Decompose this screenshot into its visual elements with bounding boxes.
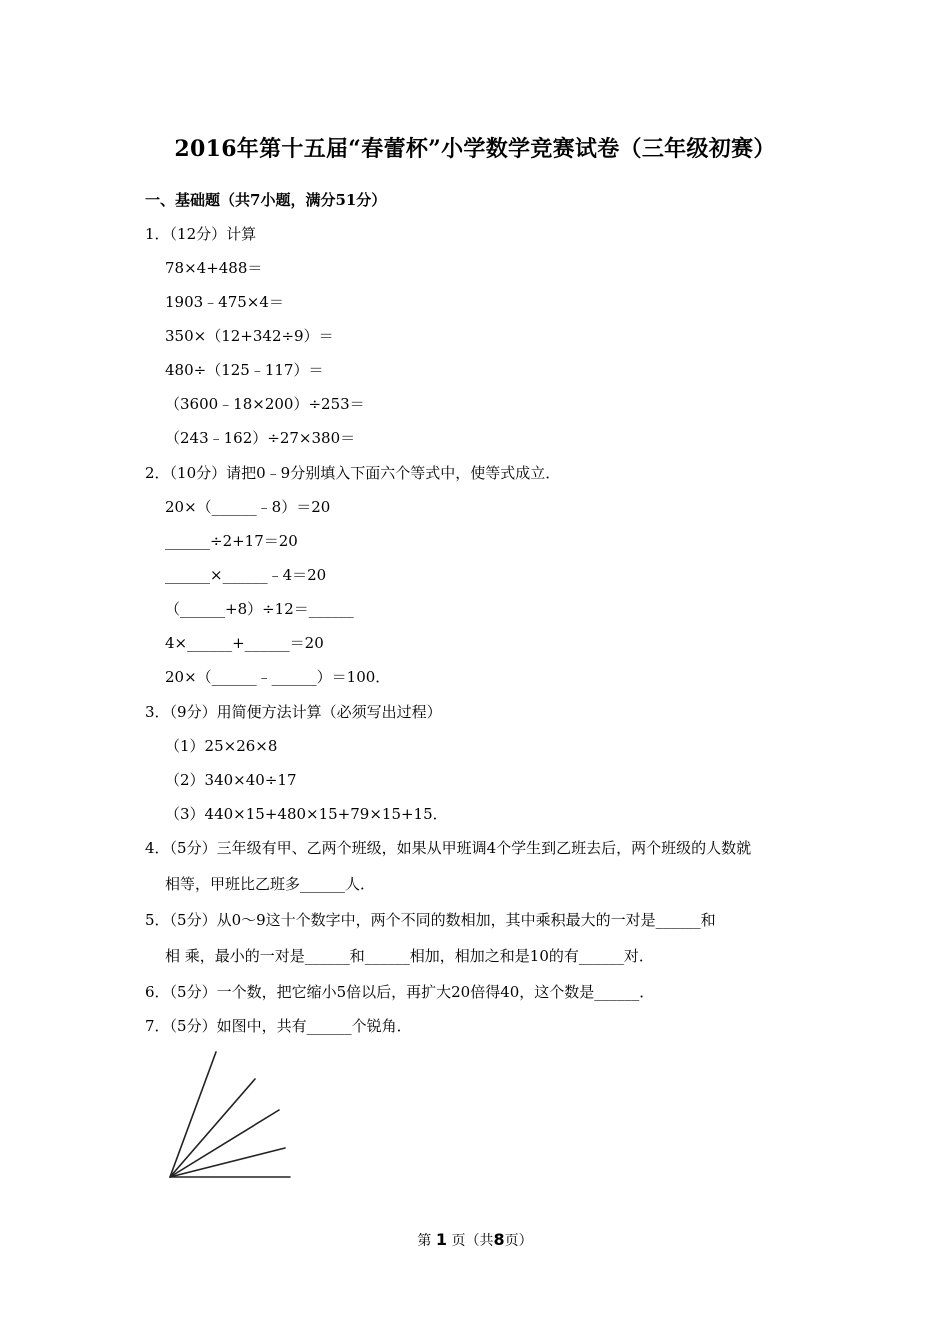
q4-continuation: 相等，甲班比乙班多______人． [165, 875, 376, 893]
q1-item: （3600﹣18×200）÷253＝ [165, 395, 365, 413]
question-2: 2．（10分）请把0﹣9分别填入下面六个等式中，使等式成立． [145, 464, 561, 482]
footer-total-pages: 8 [493, 1230, 505, 1249]
question-6: 6．（5分）一个数，把它缩小5倍以后，再扩大20倍得40，这个数是______． [145, 983, 655, 1001]
q2-item: 20×（______﹣8）＝20 [165, 498, 331, 516]
section-heading: 一、基础题（共7小题，满分51分） [145, 191, 387, 209]
q2-item: 4×______+______＝20 [165, 634, 324, 652]
q2-item: 20×（______﹣______）＝100． [165, 668, 391, 686]
q2-item: ______÷2+17＝20 [165, 532, 298, 550]
q1-item: 1903﹣475×4＝ [165, 293, 284, 311]
q2-item: （______+8）÷12＝______ [165, 600, 354, 618]
footer-prefix: 第 [417, 1233, 432, 1249]
q2-item: ______×______﹣4＝20 [165, 566, 327, 584]
page-title: 2016年第十五届“春蕾杯”小学数学竞赛试卷（三年级初赛） [174, 136, 776, 162]
question-4: 4．（5分）三年级有甲、乙两个班级，如果从甲班调4个学生到乙班去后，两个班级的人数就 [145, 839, 752, 857]
q1-item: 78×4+488＝ [165, 259, 263, 277]
q3-item: （1）25×26×8 [165, 737, 278, 755]
footer-middle: 页（共 [451, 1233, 494, 1249]
question-7: 7．（5分）如图中，共有______个锐角． [145, 1017, 412, 1035]
page-footer [0, 1230, 950, 1250]
question-5: 5．（5分）从0～9这十个数字中，两个不同的数相加，其中乘积最大的一对是______和 [145, 911, 716, 929]
question-1: 1．（12分）计算 [145, 225, 257, 243]
q1-item: 350×（12+342÷9）＝ [165, 327, 334, 345]
question-3: 3．（9分）用简便方法计算（必须写出过程） [145, 703, 442, 721]
q1-item: （243﹣162）÷27×380＝ [165, 429, 356, 447]
q3-item: （2）340×40÷17 [165, 771, 297, 789]
q5-continuation: 相 乘，最小的一对是______和______相加，相加之和是10的有______对． [165, 947, 654, 965]
q1-item: 480÷（125﹣117）＝ [165, 361, 324, 379]
acute-angles-figure [160, 1045, 300, 1185]
ray [170, 1079, 255, 1177]
footer-suffix: 页） [504, 1233, 533, 1249]
footer-page-number: 1 [435, 1230, 447, 1249]
ray [170, 1148, 285, 1177]
q3-item: （3）440×15+480×15+79×15+15． [165, 805, 448, 823]
ray [170, 1052, 216, 1177]
ray [170, 1110, 279, 1177]
